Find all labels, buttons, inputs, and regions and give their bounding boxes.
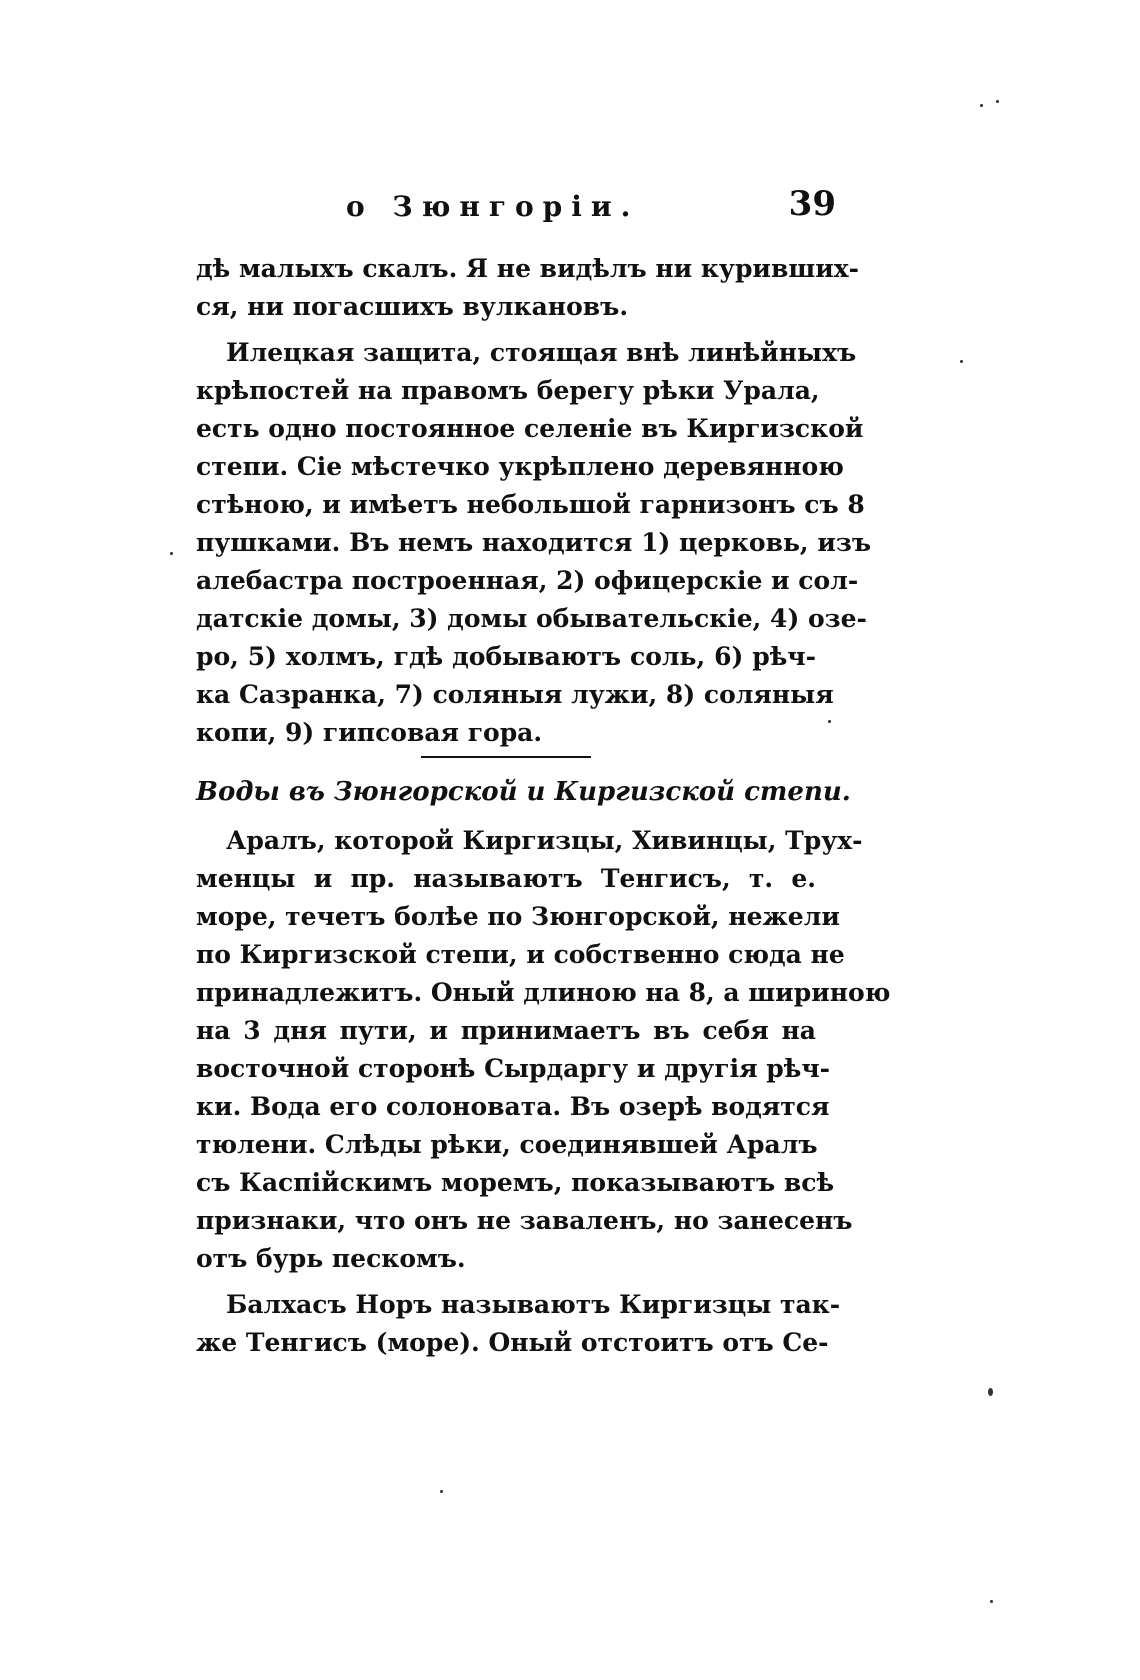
text-line: пушками. Въ немъ находится 1) церковь, изъ bbox=[196, 528, 871, 557]
scan-speck bbox=[988, 1388, 993, 1396]
text-line: ся, ни погасшихъ вулкановъ. bbox=[196, 292, 629, 321]
text-line: тюлени. Слѣды рѣки, соединявшей Аралъ bbox=[196, 1130, 818, 1159]
text-line: принадлежитъ. Оный длиною на 8, а шириною bbox=[196, 978, 891, 1007]
text-line: отъ бурь пескомъ. bbox=[196, 1244, 466, 1273]
section-divider bbox=[421, 756, 591, 758]
scan-speck bbox=[990, 1600, 993, 1603]
text-line: стѣною, и имѣетъ небольшой гарнизонъ съ 8 bbox=[196, 490, 865, 519]
text-line: степи. Сiе мѣстечко укрѣплено деревянною bbox=[196, 452, 844, 481]
scan-speck bbox=[980, 104, 983, 107]
text-line: менцы и пр. называютъ Тенгисъ, т. е. bbox=[196, 864, 816, 893]
scan-speck bbox=[960, 360, 963, 363]
text-line: датскiе домы, 3) домы обывательскiе, 4) озе- bbox=[196, 604, 867, 633]
scan-speck bbox=[828, 720, 831, 723]
text-line: ки. Вода его солоновата. Въ озерѣ водятся bbox=[196, 1092, 830, 1121]
text-line: есть одно постоянное селенiе въ Киргизской bbox=[196, 414, 864, 443]
text-line: по Киргизской степи, и собственно сюда не bbox=[196, 940, 845, 969]
scan-speck bbox=[440, 1490, 443, 1493]
section-heading: Воды въ Зюнгорской и Киргизской степи. bbox=[196, 777, 851, 807]
scan-speck bbox=[170, 552, 173, 555]
text-line: ро, 5) холмъ, гдѣ добываютъ соль, 6) рѣч- bbox=[196, 642, 816, 671]
page-header bbox=[196, 184, 836, 234]
paragraph bbox=[196, 822, 891, 1278]
text-line: Илецкая защита, стоящая внѣ линѣйныхъ bbox=[226, 338, 857, 367]
text-line: алебастра построенная, 2) офицерскiе и сол- bbox=[196, 566, 859, 595]
text-line: дѣ малыхъ скалъ. Я не видѣлъ ни куривших- bbox=[196, 254, 860, 283]
text-line: море, течетъ болѣе по Зюнгорской, нежели bbox=[196, 902, 840, 931]
text-line: признаки, что онъ не заваленъ, но занесенъ bbox=[196, 1206, 853, 1235]
paragraph bbox=[196, 250, 860, 326]
paragraph bbox=[196, 1286, 841, 1362]
text-line: крѣпостей на правомъ берегу рѣки Урала, bbox=[196, 376, 820, 405]
text-line: же Тенгисъ (море). Оный отстоитъ отъ Се- bbox=[196, 1328, 829, 1357]
scan-speck bbox=[996, 100, 999, 103]
page-number: 39 bbox=[788, 184, 836, 224]
paragraph bbox=[196, 334, 871, 752]
body-text bbox=[196, 250, 891, 1362]
text-line: ка Сазранка, 7) соляныя лужи, 8) соляныя bbox=[196, 680, 834, 709]
running-title: о Зюнгорiи. bbox=[346, 190, 640, 223]
text-line: Балхасъ Норъ называютъ Киргизцы так- bbox=[226, 1290, 841, 1319]
text-line: съ Каспiйскимъ моремъ, показываютъ всѣ bbox=[196, 1168, 835, 1197]
text-line: копи, 9) гипсовая гора. bbox=[196, 718, 543, 747]
text-line: на 3 дня пути, и принимаетъ въ себя на bbox=[196, 1016, 816, 1045]
text-line: восточной сторонѣ Сырдаргу и другiя рѣч- bbox=[196, 1054, 830, 1083]
text-line: Аралъ, которой Киргизцы, Хивинцы, Трух- bbox=[226, 826, 863, 855]
